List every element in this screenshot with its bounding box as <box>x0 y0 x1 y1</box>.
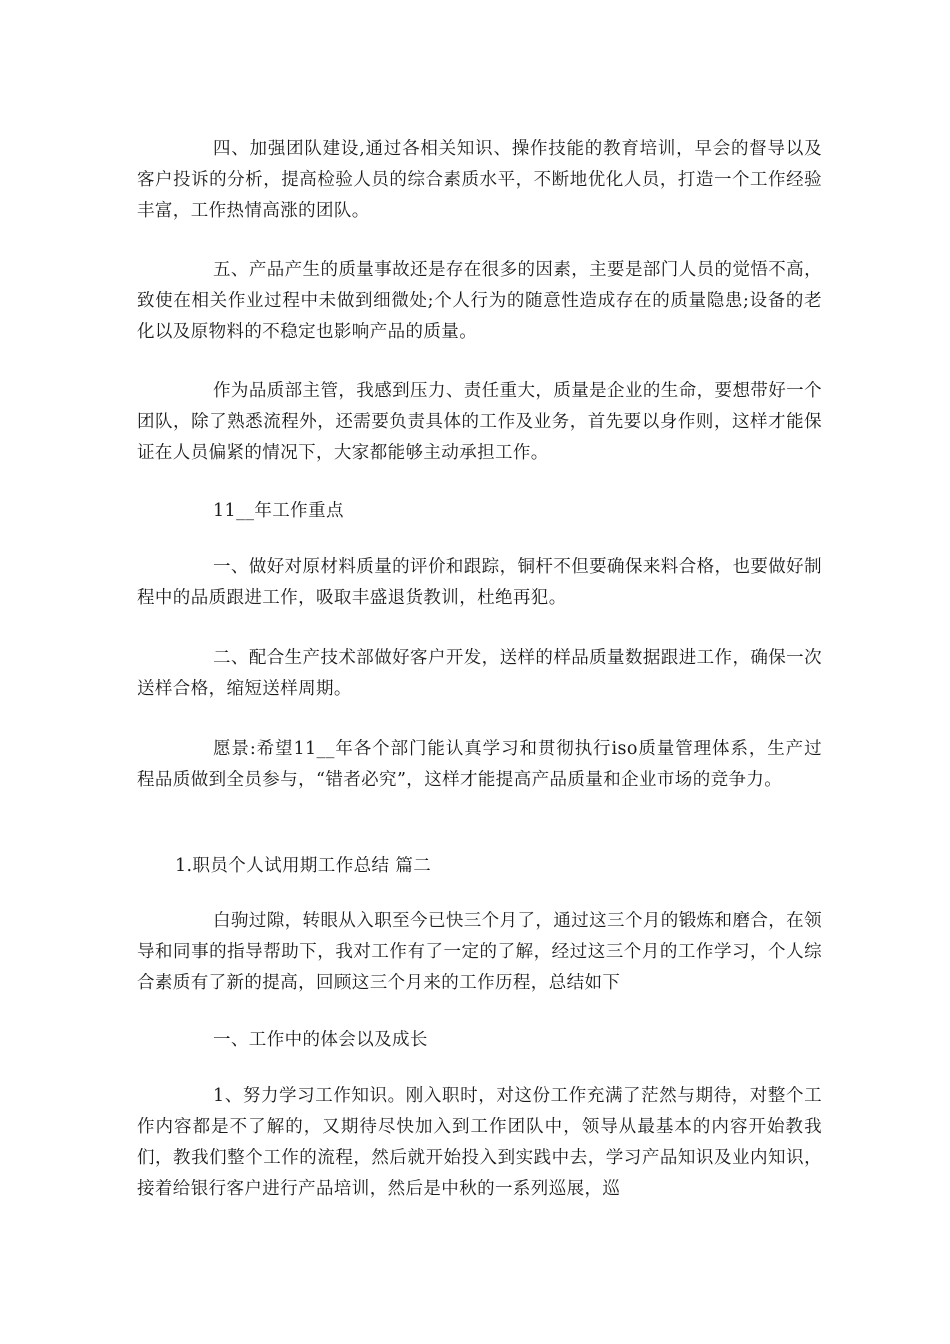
paragraph-team-building: 四、加强团队建设,通过各相关知识、操作技能的教育培训，早会的督导以及客户投诉的分析，提高检验人员的综合素质水平，不断地优化人员，打造一个工作经验丰富，工作热情高涨的团队。 <box>137 139 822 221</box>
section-heading-work-focus: 11__年工作重点 <box>213 501 344 521</box>
paragraph-quality-incidents: 五、产品产生的质量事故还是存在很多的因素，主要是部门人员的觉悟不高，致使在相关作业过程中未做到细微处;个人行为的随意性造成存在的质量隐患;设备的老化以及原物料的不稳定也影响产品的质量。 <box>137 260 822 342</box>
paragraph-supervisor-reflection: 作为品质部主管，我感到压力、责任重大，质量是企业的生命，要想带好一个团队，除了熟悉流程外，还需要负责具体的工作及业务，首先要以身作则，这样才能保证在人员偏紧的情况下，大家都能够主动承担工作。 <box>137 381 822 463</box>
paragraph-raw-material: 一、做好对原材料质量的评价和跟踪，铜杆不但要确保来料合格，也要做好制程中的品质跟进工作，吸取丰盛退货教训，杜绝再犯。 <box>137 557 822 608</box>
paragraph-learning-knowledge: 1、努力学习工作知识。刚入职时，对这份工作充满了茫然与期待，对整个工作内容都是不了解的，又期待尽快加入到工作团队中，领导从最基本的内容开始教我们，教我们整个工作的流程，然后就开始投入到实践中去，学习产品知识及业内知识，接着给银行客户进行产品培训，然后是中秋的一系列巡展，巡 <box>137 1086 822 1199</box>
paragraph-vision: 愿景:希望11__年各个部门能认真学习和贯彻执行iso质量管理体系，生产过程品质做到全员参与，“错者必究”，这样才能提高产品质量和企业市场的竞争力。 <box>137 739 822 790</box>
paragraph-three-months: 白驹过隙，转眼从入职至今已快三个月了，通过这三个月的锻炼和磨合，在领导和同事的指导帮助下，我对工作有了一定的了解，经过这三个月的工作学习，个人综合素质有了新的提高，回顾这三个月来的工作历程，总结如下 <box>137 911 822 993</box>
section-heading-experience-growth: 一、工作中的体会以及成长 <box>213 1030 428 1050</box>
section-heading-probation-summary: 1.职员个人试用期工作总结 篇二 <box>175 856 432 876</box>
paragraph-customer-development: 二、配合生产技术部做好客户开发，送样的样品质量数据跟进工作，确保一次送样合格，缩短送样周期。 <box>137 648 822 699</box>
